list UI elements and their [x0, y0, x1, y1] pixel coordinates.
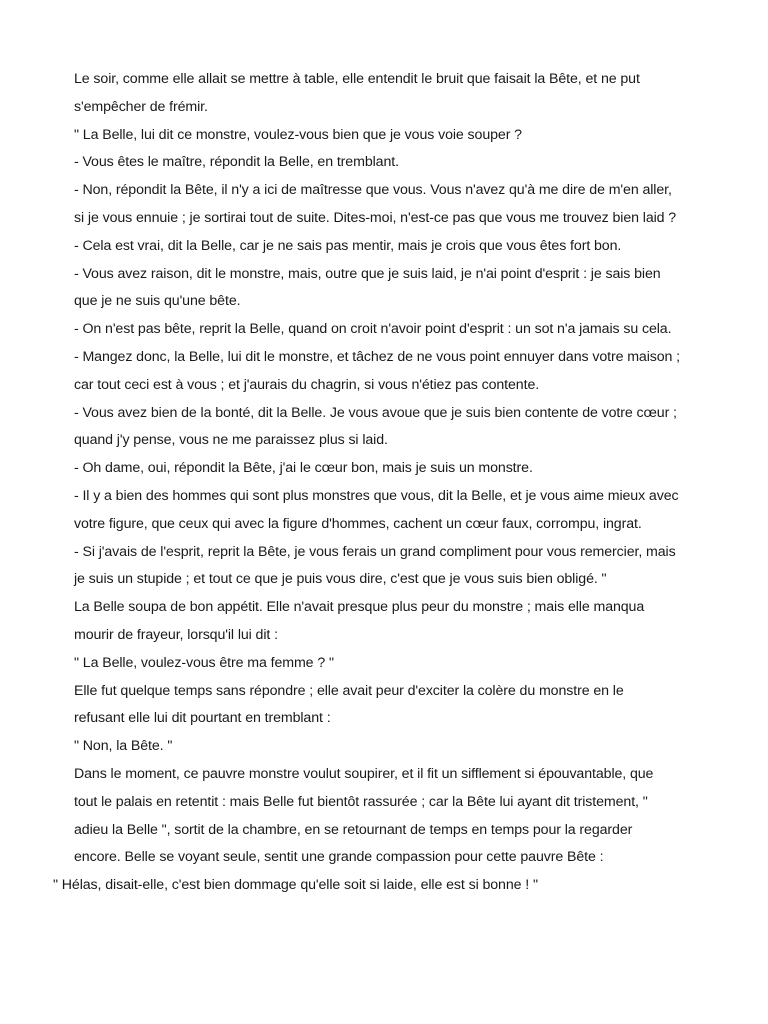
text-line: votre figure, que ceux qui avec la figure d'hommes, cachent un cœur faux, corrompu, ingrat. — [74, 515, 642, 532]
text-line: que je ne suis qu'une bête. — [74, 293, 241, 310]
text-line: - Si j'avais de l'esprit, reprit la Bête, je vous ferais un grand compliment pour vous remercier, mais — [74, 543, 676, 560]
text-line: si je vous ennuie ; je sortirai tout de suite. Dites-moi, n'est-ce pas que vous me trouvez bien laid ? — [74, 209, 677, 226]
text-line: Le soir, comme elle allait se mettre à table, elle entendit le bruit que faisait la Bête, et ne put — [74, 71, 640, 87]
text-line: " Non, la Bête. " — [74, 738, 173, 755]
text-line: - Mangez donc, la Belle, lui dit le monstre, et tâchez de ne vous point ennuyer dans votre maison ; — [74, 348, 681, 365]
story-text — [53, 66, 724, 900]
text-line: adieu la Belle ", sortit de la chambre, en se retournant de temps en temps pour la regarder — [74, 821, 633, 838]
text-line: - Cela est vrai, dit la Belle, car je ne sais pas mentir, mais je crois que vous êtes fort bon. — [74, 237, 622, 254]
text-line: mourir de frayeur, lorsqu'il lui dit : — [74, 626, 278, 643]
text-line: - Vous êtes le maître, répondit la Belle, en tremblant. — [74, 154, 399, 171]
text-line: Elle fut quelque temps sans répondre ; elle avait peur d'exciter la colère du monstre en le — [74, 682, 624, 699]
text-line: La Belle soupa de bon appétit. Elle n'avait presque plus peur du monstre ; mais elle manqua — [74, 599, 645, 616]
text-line: - Il y a bien des hommes qui sont plus monstres que vous, dit la Belle, et je vous aime mieux avec — [74, 487, 679, 504]
text-line: " La Belle, voulez-vous être ma femme ? " — [74, 654, 334, 671]
text-line: - Non, répondit la Bête, il n'y a ici de maîtresse que vous. Vous n'avez qu'à me dire de m'en aller, — [74, 182, 672, 199]
text-line: " La Belle, lui dit ce monstre, voulez-vous bien que je vous voie souper ? — [74, 126, 522, 143]
text-line: - Oh dame, oui, répondit la Bête, j'ai le cœur bon, mais je suis un monstre. — [74, 460, 533, 477]
text-line: tout le palais en retentit : mais Belle fut bientôt rassurée ; car la Bête lui ayant dit tristement, " — [74, 793, 648, 810]
text-line: - On n'est pas bête, reprit la Belle, quand on croit n'avoir point d'esprit : un sot n'a jamais su cela. — [74, 321, 672, 338]
text-line: encore. Belle se voyant seule, sentit une grande compassion pour cette pauvre Bête : — [74, 849, 604, 866]
text-line: - Vous avez bien de la bonté, dit la Belle. Je vous avoue que je suis bien contente de votre cœur ; — [74, 404, 677, 421]
text-line: - Vous avez raison, dit le monstre, mais, outre que je suis laid, je n'ai point d'esprit : je sais bien — [74, 265, 661, 282]
text-line: car tout ceci est à vous ; et j'aurais du chagrin, si vous n'étiez pas contente. — [74, 376, 540, 393]
text-line: Dans le moment, ce pauvre monstre voulut soupirer, et il fit un sifflement si épouvantable, que — [74, 765, 654, 782]
text-line: s'empêcher de frémir. — [74, 98, 208, 115]
text-line-closing-quote: " Hélas, disait-elle, c'est bien dommage qu'elle soit si laide, elle est si bonne ! " — [53, 877, 538, 894]
text-line: je suis un stupide ; et tout ce que je puis vous dire, c'est que je vous suis bien obligé. " — [74, 571, 607, 588]
text-line: quand j'y pense, vous ne me paraissez plus si laid. — [74, 432, 388, 449]
text-line: refusant elle lui dit pourtant en tremblant : — [74, 710, 331, 727]
